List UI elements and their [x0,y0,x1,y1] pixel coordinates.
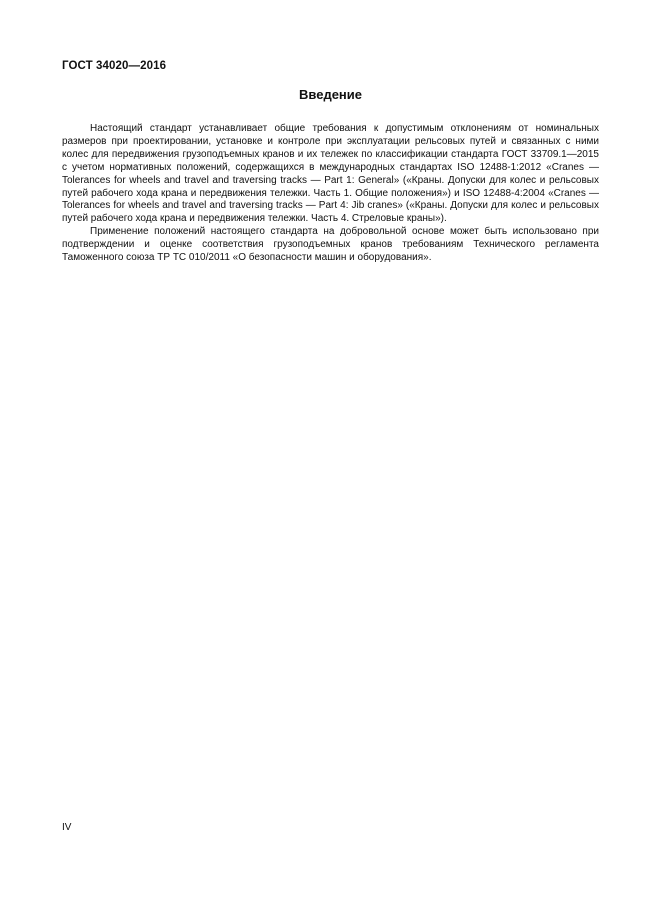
page-number: IV [62,822,72,833]
paragraph: Настоящий стандарт устанавливает общие требования к допустимым отклонениям от номинальных размеров при проектировании, установке и контроле при эксплуатации рельсовых путей и связанных с ними колес для передвижения грузоподъемных кранов и их тележек по классификации стандарта ГОСТ 33709.1—2015 с учетом нормативных положений, содержащихся в международных стандартах ISO 12488-1:2012 «Cranes — Tolerances for wheels and travel and traversing tracks — Part 1: General» («Краны. Допуски для колес и рельсовых путей рабочего хода крана и передвижения тележки. Часть 1. Общие положения») и ISO 12488-4:2004 «Cranes — Tolerances for wheels and travel and traversing tracks — Part 4: Jib cranes» («Краны. Допуски для колес и рельсовых путей рабочего хода крана и передвижения тележки. Часть 4. Стреловые краны»). [62,123,599,225]
section-title: Введение [299,87,362,102]
paragraph: Применение положений настоящего стандарта на добровольной основе может быть использовано при подтверждении и оценке соответствия грузоподъемных кранов требованиям Технического регламента Таможенного союза ТР ТС 010/2011 «О безопасности машин и оборудования». [62,226,599,264]
standard-code-header: ГОСТ 34020—2016 [62,60,167,72]
body-text [62,123,599,265]
